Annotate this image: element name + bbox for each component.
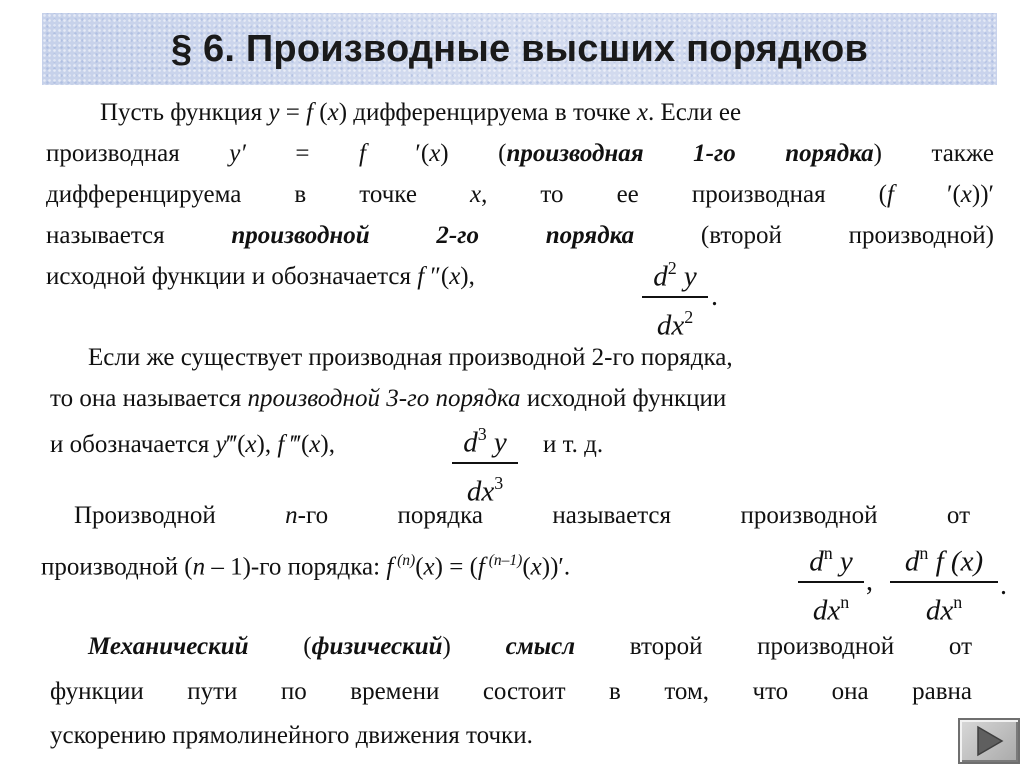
p1-line3	[46, 180, 994, 210]
order-n: (n)	[393, 552, 416, 569]
text: dx	[466, 475, 495, 508]
power: 3	[477, 424, 487, 444]
text: ) также	[873, 140, 994, 167]
text: =	[295, 140, 359, 167]
page-title: § 6. Производные высших порядков	[170, 27, 869, 70]
text: ‴(	[284, 431, 310, 458]
power: n	[823, 543, 833, 563]
text: =	[279, 99, 307, 126]
fraction-numerator	[452, 418, 518, 462]
p2-line3	[50, 430, 335, 460]
text: ′(	[365, 140, 430, 167]
text: ),	[320, 431, 335, 458]
power: n	[840, 591, 850, 612]
var-yprime: y′	[229, 140, 246, 167]
text: ′(	[893, 181, 961, 208]
term-first-order: производная 1-го порядка	[506, 140, 874, 167]
text: . Если ее	[647, 99, 742, 126]
var-f: f	[386, 553, 394, 581]
var-x: x	[327, 99, 339, 126]
text: (x)	[943, 545, 984, 578]
var-n: n	[285, 502, 298, 529]
term-third-order: производной 3-го порядка	[247, 385, 521, 412]
fraction-numerator	[642, 252, 708, 296]
text: то она называется	[50, 385, 248, 412]
fraction-denominator	[890, 581, 998, 627]
fraction-dny-dxn	[798, 537, 864, 626]
text: исходной функции	[520, 385, 727, 412]
var-f: f	[306, 99, 314, 126]
fraction-denominator	[642, 296, 708, 342]
var-x: x	[423, 553, 435, 581]
text: и обозначается	[50, 431, 216, 458]
period: .	[1000, 570, 1007, 601]
p4-line3	[50, 721, 533, 751]
var-n: n	[192, 553, 206, 581]
text: d	[809, 545, 824, 578]
term-mechanical: Механический	[88, 633, 249, 660]
text: dx	[656, 309, 685, 342]
text: -го порядка называется производной от	[297, 502, 970, 529]
var-y: y	[268, 99, 280, 126]
p4-line2	[50, 677, 972, 707]
p2-tail	[543, 430, 603, 460]
text: Пусть функция	[100, 99, 269, 126]
p3-line1	[74, 501, 970, 531]
text: (второй производной)	[634, 222, 994, 249]
p2-line1	[88, 343, 733, 373]
text: производной (	[41, 553, 193, 581]
var-f: f	[886, 181, 894, 208]
text: d	[463, 426, 478, 459]
term-meaning: смысл	[505, 633, 576, 660]
p2-line2	[50, 384, 726, 414]
p1-line5	[46, 262, 475, 292]
var-f: f	[477, 553, 485, 581]
power: 2	[667, 258, 677, 278]
text: производная	[46, 140, 230, 167]
next-slide-button[interactable]	[958, 718, 1020, 764]
text: ) дифференцируема в точке	[338, 99, 637, 126]
text: дифференцируема в точке	[46, 181, 470, 208]
text: ),	[256, 431, 278, 458]
text: dx	[925, 594, 954, 627]
power: 2	[684, 306, 694, 327]
var-f: f	[417, 263, 425, 290]
var-x: x	[309, 431, 321, 458]
power: 3	[494, 472, 504, 493]
text: называется	[46, 222, 232, 249]
text: и т. д.	[543, 431, 604, 458]
var-x: x	[245, 431, 257, 458]
fraction-d2y-dx2	[642, 252, 708, 341]
text: y	[676, 260, 697, 293]
text: второй производной от	[575, 633, 973, 660]
p4-line1	[88, 632, 972, 662]
text: ускорению прямолинейного движения точки.	[50, 722, 533, 749]
text: (	[522, 553, 531, 581]
text: ) (	[440, 140, 507, 167]
text: , то ее производная (	[481, 181, 887, 208]
var-y: y	[215, 431, 227, 458]
var-f: f	[277, 431, 285, 458]
p1-line4	[46, 221, 994, 251]
fraction-d3y-dx3	[452, 418, 518, 507]
comma: ,	[866, 566, 873, 597]
var-f: f	[358, 140, 366, 167]
power: n	[953, 591, 963, 612]
var-x: x	[449, 263, 461, 290]
order-n-1: (n–1)	[484, 552, 523, 569]
text: (	[248, 633, 312, 660]
fraction-denominator	[798, 581, 864, 627]
text: ),	[460, 263, 475, 290]
p1-line2	[46, 139, 994, 169]
text: ) = (	[434, 553, 478, 581]
var-x: x	[470, 181, 482, 208]
fraction-numerator	[890, 537, 998, 581]
p3-line2	[41, 546, 570, 582]
text: исходной функции и обозначается	[46, 263, 418, 290]
fraction-dnf-dxn	[890, 537, 998, 626]
text: d	[653, 260, 668, 293]
text: y	[486, 426, 507, 459]
text: d	[904, 545, 920, 578]
term-physical: физический	[311, 633, 443, 660]
text: Если же существует производная производной 2-го порядка,	[88, 344, 733, 371]
power: n	[919, 543, 929, 563]
text: функции пути по времени состоит в том, что она равна	[50, 678, 972, 705]
term-second-order: производной 2-го порядка	[231, 222, 635, 249]
text: ))′.	[541, 553, 571, 581]
text: ))′	[971, 181, 995, 208]
text: f	[928, 545, 944, 578]
next-arrow-icon	[960, 720, 1018, 762]
text: (	[415, 553, 424, 581]
text: dx	[812, 594, 841, 627]
text: ″(	[424, 263, 450, 290]
period: .	[711, 281, 718, 312]
text: y	[832, 545, 853, 578]
text: ‴(	[226, 431, 246, 458]
text: Производной	[74, 502, 286, 529]
p1-line1	[100, 98, 741, 128]
var-x: x	[960, 181, 972, 208]
var-x: x	[636, 99, 648, 126]
text: (	[313, 99, 328, 126]
var-x: x	[530, 553, 542, 581]
fraction-numerator	[798, 537, 864, 581]
var-x: x	[429, 140, 441, 167]
text: )	[442, 633, 506, 660]
text: – 1)-го порядка:	[205, 553, 387, 581]
